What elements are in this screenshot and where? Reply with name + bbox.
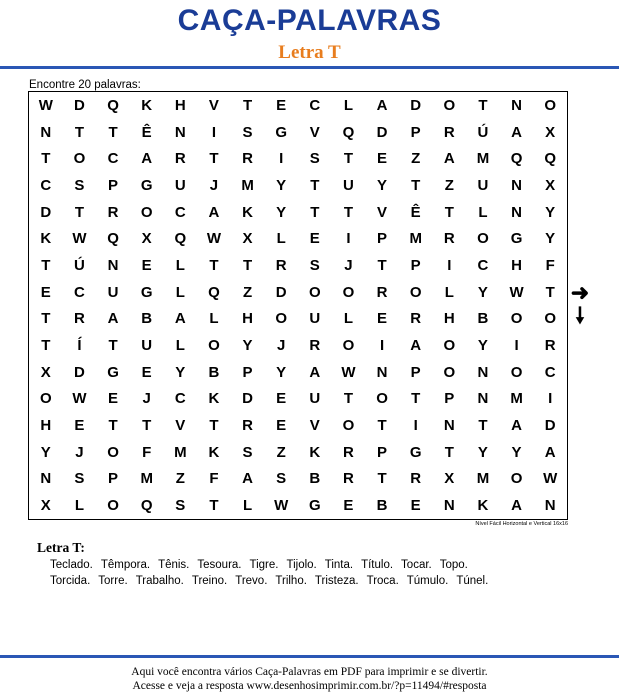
instruction-text: Encontre 20 palavras:	[29, 79, 141, 91]
grid-letter: M	[174, 443, 187, 461]
grid-letter: P	[410, 256, 421, 274]
grid-letter: N	[40, 470, 52, 488]
grid-letter: H	[511, 256, 522, 274]
grid-letter: N	[443, 497, 455, 515]
grid-letter: O	[107, 497, 119, 515]
grid-letter: O	[409, 283, 422, 301]
grid-letter: Q	[342, 123, 355, 141]
grid-letter: E	[108, 390, 119, 408]
grid-letter: O	[510, 470, 523, 488]
grid-letter: Y	[511, 443, 522, 461]
grid-letter: M	[476, 150, 490, 168]
grid-letter: K	[309, 443, 321, 461]
grid-letter: D	[74, 96, 85, 114]
grid-letter: T	[209, 497, 219, 515]
word-list-item: Túmulo.	[406, 575, 449, 587]
grid-letter: N	[443, 417, 455, 435]
grid-letter: W	[509, 283, 524, 301]
grid-letter: A	[309, 363, 321, 381]
grid-letter: Y	[477, 283, 488, 301]
grid-letter: U	[343, 176, 354, 194]
grid-letter: X	[40, 497, 51, 515]
grid-letter: T	[74, 123, 85, 141]
grid-letter: R	[544, 337, 556, 355]
grid-letter: J	[209, 176, 219, 194]
grid-letter: V	[309, 123, 320, 141]
grid-letter: A	[141, 150, 153, 168]
grid-letter: L	[74, 497, 85, 515]
grid-letter: B	[309, 470, 321, 488]
grid-letter: C	[174, 203, 186, 221]
grid-letter: T	[444, 443, 454, 461]
grid-letter: N	[477, 363, 489, 381]
grid-letter: D	[40, 203, 52, 221]
grid-letter: S	[242, 123, 253, 141]
grid-letter: P	[377, 443, 388, 461]
grid-letter: T	[41, 337, 51, 355]
grid-letter: O	[477, 230, 489, 248]
grid-letter: R	[309, 337, 321, 355]
grid-letter: R	[343, 443, 354, 461]
grid-letter: A	[511, 417, 522, 435]
grid-letter: E	[276, 96, 287, 114]
grid-letter: R	[343, 470, 354, 488]
grid-letter: R	[107, 203, 119, 221]
grid-letter: K	[141, 96, 153, 114]
grid-letter: N	[107, 256, 119, 274]
grid-letter: E	[40, 283, 51, 301]
grid-letter: O	[140, 203, 153, 221]
grid-letter: W	[543, 470, 558, 488]
grid-letter: E	[141, 363, 152, 381]
grid-letter: L	[175, 256, 185, 274]
grid-letter: I	[514, 337, 519, 355]
word-list-item: Torcida.	[50, 575, 91, 587]
grid-letter: V	[175, 417, 186, 435]
grid-letter: B	[477, 310, 489, 328]
grid-letter: T	[41, 150, 51, 168]
grid-letter: U	[141, 337, 153, 355]
grid-letter: P	[108, 176, 119, 194]
grid-letter: R	[410, 470, 422, 488]
grid-letter: A	[376, 96, 388, 114]
word-list-item: Tristeza.	[314, 575, 359, 587]
word-search-grid	[28, 91, 568, 520]
word-list-item: Trevo.	[235, 575, 268, 587]
grid-letter: G	[409, 443, 422, 461]
grid-letter: Y	[276, 203, 287, 221]
grid-letter: O	[510, 363, 523, 381]
word-list-item: Trabalho.	[135, 575, 184, 587]
grid-letter: T	[478, 417, 488, 435]
grid-letter: E	[377, 310, 388, 328]
grid-letter: D	[74, 363, 85, 381]
grid-letter: C	[174, 390, 186, 408]
grid-letter: T	[209, 150, 219, 168]
grid-letter: Y	[276, 363, 287, 381]
grid-letter: A	[208, 203, 220, 221]
grid-letter: I	[279, 150, 284, 168]
grid-letter: J	[142, 390, 151, 408]
grid-letter: K	[208, 443, 220, 461]
grid-letter: Ú	[477, 123, 489, 141]
grid-letter: N	[477, 390, 489, 408]
grid-letter: E	[309, 230, 320, 248]
footer	[0, 665, 619, 693]
grid-letter: B	[208, 363, 220, 381]
grid-letter: I	[413, 417, 418, 435]
grid-letter: T	[142, 417, 152, 435]
grid-letter: K	[477, 497, 489, 515]
grid-letter: E	[410, 497, 421, 515]
grid-letter: O	[275, 310, 288, 328]
grid-letter: D	[376, 123, 388, 141]
grid-letter: P	[377, 230, 388, 248]
grid-letter: T	[242, 96, 253, 114]
grid-letter: S	[309, 150, 320, 168]
grid-letter: N	[376, 363, 388, 381]
grid-letter: I	[211, 123, 217, 141]
grid-letter: T	[545, 283, 555, 301]
grid-letter: C	[40, 176, 52, 194]
footer-line-1: Aqui você encontra vários Caça-Palavras em PDF para imprimir e se divertir.	[131, 666, 488, 678]
grid-letter: Ê	[410, 203, 421, 221]
grid-letter: V	[208, 96, 219, 114]
grid-letter: Q	[544, 150, 557, 168]
grid-letter: F	[142, 443, 152, 461]
grid-letter: E	[343, 497, 354, 515]
grid-letter: J	[75, 443, 84, 461]
grid-letter: R	[376, 283, 388, 301]
grid-letter: T	[108, 337, 118, 355]
grid-letter: V	[377, 203, 388, 221]
grid-letter: Q	[510, 150, 523, 168]
grid-letter: I	[548, 390, 553, 408]
grid-letter: I	[379, 337, 385, 355]
grid-letter: M	[241, 176, 254, 194]
grid-letter: Y	[40, 443, 51, 461]
word-list-item: Trilho.	[275, 575, 307, 587]
page-subtitle: Letra T	[278, 42, 341, 63]
grid-letter: D	[544, 417, 556, 435]
grid-letter: Ú	[74, 256, 85, 274]
grid-letter: Y	[477, 337, 488, 355]
grid-letter: G	[140, 283, 153, 301]
grid-letter: R	[74, 310, 85, 328]
word-list-item: Treino.	[191, 575, 228, 587]
grid-letter: P	[108, 470, 119, 488]
grid-letter: O	[376, 390, 388, 408]
grid-letter: J	[344, 256, 353, 274]
grid-letter: Z	[242, 283, 253, 301]
grid-letter: T	[343, 150, 354, 168]
grid-letter: P	[410, 363, 421, 381]
arrow-right-icon: ➜	[570, 280, 590, 305]
grid-letter: T	[310, 203, 320, 221]
grid-letter: C	[74, 283, 85, 301]
grid-letter: L	[209, 310, 219, 328]
grid-letter: A	[511, 123, 522, 141]
grid-letter: R	[275, 256, 287, 274]
grid-letter: R	[174, 150, 186, 168]
grid-letter: R	[242, 417, 253, 435]
grid-letter: O	[208, 337, 220, 355]
grid-letter: M	[140, 470, 153, 488]
grid-letter: O	[544, 96, 557, 114]
grid-letter: B	[376, 497, 388, 515]
grid-letter: H	[242, 310, 253, 328]
grid-letter: U	[309, 390, 321, 408]
grid-letter: W	[341, 363, 356, 381]
grid-letter: V	[309, 417, 320, 435]
grid-letter: R	[443, 123, 455, 141]
word-list-item: Teclado.	[50, 559, 93, 571]
grid-letter: L	[444, 283, 454, 301]
grid-letter: L	[343, 310, 354, 328]
grid-letter: L	[242, 497, 253, 515]
grid-letter: P	[410, 123, 421, 141]
grid-letter: F	[545, 256, 555, 274]
word-list-item: Túnel.	[456, 575, 489, 587]
grid-letter: T	[242, 256, 253, 274]
word-list-item: Tijolo.	[286, 559, 317, 571]
grid-letter: U	[107, 283, 119, 301]
grid-letter: Z	[175, 470, 185, 488]
grid-letter: Z	[444, 176, 454, 194]
grid-letter: O	[308, 283, 321, 301]
grid-letter: C	[107, 150, 119, 168]
grid-letter: Z	[276, 443, 286, 461]
word-list-item: Tesoura.	[197, 559, 242, 571]
grid-letter: H	[174, 96, 186, 114]
grid-letter: A	[410, 337, 422, 355]
grid-letter: T	[41, 310, 51, 328]
grid-letter: S	[309, 256, 320, 274]
grid-letter: X	[141, 230, 152, 248]
grid-letter: R	[242, 150, 253, 168]
grid-letter: S	[175, 497, 186, 515]
grid-letter: U	[174, 176, 186, 194]
grid-letter: D	[410, 96, 422, 114]
grid-letter: T	[209, 256, 219, 274]
word-list-item: Troca.	[366, 575, 399, 587]
grid-letter: Q	[107, 230, 119, 248]
grid-letter: P	[444, 390, 455, 408]
grid-letter: A	[242, 470, 253, 488]
grid-letter: A	[511, 497, 522, 515]
grid-letter: N	[511, 176, 522, 194]
grid-letter: K	[40, 230, 52, 248]
grid-letter: F	[209, 470, 219, 488]
grid-letter: Y	[545, 230, 556, 248]
grid-letter: K	[242, 203, 253, 221]
grid-letter: Q	[140, 497, 153, 515]
grid-letter: L	[175, 337, 185, 355]
grid-letter: Y	[175, 363, 186, 381]
grid-letter: O	[107, 443, 119, 461]
grid-letter: N	[511, 203, 522, 221]
grid-letter: O	[544, 310, 557, 328]
footer-line-2: Acesse e veja a resposta www.desenhosimprimir.com.br/?p=11494/#resposta	[132, 680, 487, 692]
bottom-divider	[0, 655, 619, 658]
grid-letter: M	[409, 230, 422, 248]
grid-letter: O	[443, 363, 456, 381]
grid-letter: W	[72, 390, 87, 408]
grid-letter: A	[107, 310, 119, 328]
grid-letter: T	[411, 390, 421, 408]
grid-letter: E	[276, 417, 287, 435]
grid-letter: S	[74, 470, 85, 488]
grid-letter: T	[377, 256, 387, 274]
grid-letter: Y	[477, 443, 488, 461]
grid-letter: W	[274, 497, 289, 515]
grid-letter: B	[141, 310, 153, 328]
grid-letter: O	[342, 283, 355, 301]
grid-letter: E	[141, 256, 152, 274]
word-list-item: Têmpora.	[100, 559, 151, 571]
grid-letter: O	[342, 337, 355, 355]
grid-letter: Y	[276, 176, 287, 194]
grid-letter: C	[309, 96, 321, 114]
grid-letter: T	[41, 256, 51, 274]
grid-letter: G	[308, 497, 321, 515]
grid-letter: X	[242, 230, 253, 248]
grid-letter: O	[443, 337, 456, 355]
page-title: CAÇA-PALAVRAS	[177, 4, 442, 37]
word-list-item: Tênis.	[158, 559, 190, 571]
grid-letter: Q	[174, 230, 187, 248]
grid-letter: O	[342, 417, 355, 435]
grid-letter: W	[206, 230, 222, 248]
grid-letter: T	[343, 390, 354, 408]
grid-letter: D	[242, 390, 253, 408]
grid-letter: K	[208, 390, 220, 408]
arrow-down-icon: 🠗	[575, 303, 585, 328]
word-list-item: Torre.	[98, 575, 128, 587]
grid-letter: J	[277, 337, 286, 355]
grid-letter: D	[275, 283, 287, 301]
grid-letter: O	[39, 390, 52, 408]
grid-letter: N	[174, 123, 186, 141]
grid-letter: E	[74, 417, 85, 435]
grid-letter: C	[544, 363, 556, 381]
grid-letter: X	[545, 123, 556, 141]
grid-letter: M	[476, 470, 490, 488]
grid-letter: T	[377, 417, 387, 435]
grid-letter: Z	[411, 150, 421, 168]
grid-letter: Q	[107, 96, 119, 114]
grid-letter: E	[276, 390, 287, 408]
grid-letter: L	[343, 96, 354, 114]
grid-letter: G	[107, 363, 119, 381]
grid-letter: S	[242, 443, 253, 461]
grid-letter: Y	[242, 337, 253, 355]
grid-letter: T	[343, 203, 354, 221]
grid-letter: Ê	[141, 123, 152, 141]
grid-letter: T	[377, 470, 387, 488]
grid-letter: W	[38, 96, 53, 114]
grid-letter: T	[478, 96, 488, 114]
grid-letter: G	[275, 123, 288, 141]
word-list-item: Tocar.	[401, 559, 432, 571]
grid-letter: T	[444, 203, 454, 221]
word-list-item: Título.	[361, 559, 394, 571]
grid-letter: H	[40, 417, 52, 435]
grid-letter: T	[310, 176, 320, 194]
grid-letter: O	[73, 150, 86, 168]
grid-letter: M	[510, 390, 523, 408]
level-note: Nível Fácil Horizontal e Vertical 16x16	[475, 521, 568, 527]
grid-letter: L	[276, 230, 286, 248]
grid-letter: R	[410, 310, 422, 328]
grid-letter: W	[72, 230, 87, 248]
grid-letter: O	[443, 96, 456, 114]
word-list-item: Tinta.	[324, 559, 354, 571]
grid-letter: S	[276, 470, 287, 488]
grid-letter: T	[74, 203, 85, 221]
grid-letter: U	[309, 310, 321, 328]
grid-letter: A	[174, 310, 186, 328]
grid-letter: E	[377, 150, 388, 168]
grid-letter: T	[108, 417, 118, 435]
grid-letter: N	[544, 497, 556, 515]
grid-letter: C	[477, 256, 489, 274]
grid-letter: Y	[377, 176, 388, 194]
grid-letter: Q	[208, 283, 220, 301]
grid-letter: P	[242, 363, 253, 381]
grid-letter: I	[346, 230, 351, 248]
grid-letter: L	[478, 203, 488, 221]
grid-letter: I	[447, 256, 452, 274]
grid-letter: T	[411, 176, 421, 194]
word-list-item: Topo.	[439, 559, 468, 571]
word-list-row	[50, 575, 580, 587]
grid-letter: T	[108, 123, 118, 141]
grid-letter: T	[209, 417, 219, 435]
grid-letter: N	[40, 123, 52, 141]
grid-letter: X	[444, 470, 455, 488]
grid-letter: Í	[77, 337, 82, 355]
grid-letter: A	[544, 443, 556, 461]
grid-letter: X	[40, 363, 51, 381]
grid-letter: S	[74, 176, 85, 194]
grid-letter: A	[443, 150, 455, 168]
grid-letter: Y	[545, 203, 556, 221]
word-list-item: Tigre.	[249, 559, 279, 571]
grid-letter: N	[511, 96, 522, 114]
grid-letter: O	[510, 310, 523, 328]
grid-letter: H	[443, 310, 455, 328]
grid-letter: G	[140, 176, 153, 194]
word-list-row	[50, 559, 580, 571]
top-divider	[0, 66, 619, 69]
word-list-title: Letra T:	[37, 540, 85, 555]
grid-letter: L	[175, 283, 185, 301]
grid-letter: R	[443, 230, 455, 248]
grid-letter: X	[545, 176, 556, 194]
grid-letter: U	[477, 176, 489, 194]
grid-letter: G	[510, 230, 523, 248]
